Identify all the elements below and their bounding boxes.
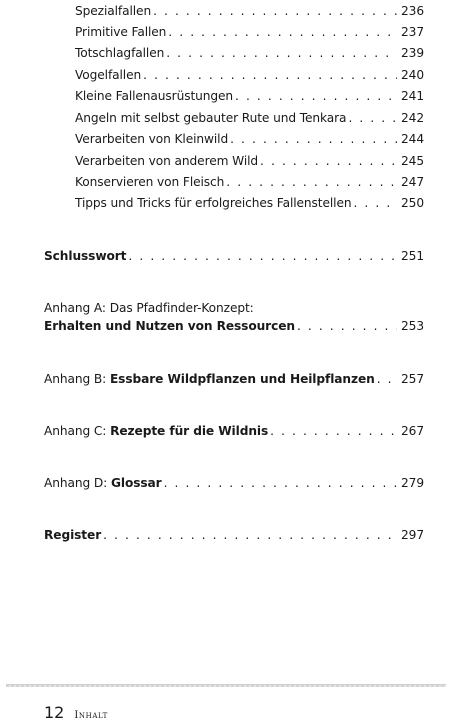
toc-entry-title: Schlusswort (44, 249, 127, 263)
toc-entry (75, 174, 424, 190)
toc-entry-title (44, 475, 162, 491)
toc-entry-page: 245 (401, 154, 424, 168)
leader-dots (297, 318, 397, 334)
toc-entry-title: Erhalten und Nutzen von Ressourcen (44, 319, 295, 333)
toc-entry-page: 236 (401, 4, 424, 18)
toc-entry-page: 267 (401, 424, 424, 438)
toc-entry-title: Primitive Fallen (75, 25, 167, 39)
leader-dots (168, 24, 397, 40)
toc-entry-anhang-d (44, 475, 424, 491)
toc-entry-page: 251 (401, 249, 424, 263)
toc-entry-page: 250 (401, 196, 424, 210)
toc-entry-prefix: Anhang D: (44, 476, 111, 490)
toc-entry-anhang-a (44, 318, 424, 334)
toc-entry-title: Register (44, 528, 102, 542)
leader-dots (166, 45, 397, 61)
leader-dots (226, 174, 397, 190)
toc-anhang-a-prefix: Anhang A: Das Pfadfinder-Konzept: (44, 301, 254, 315)
page-footer (44, 703, 108, 720)
toc-entry (75, 45, 424, 61)
toc-entry-title: Spezialfallen (75, 4, 152, 18)
toc-entry-anhang-b (44, 371, 424, 387)
toc-entry-title (44, 371, 375, 387)
toc-entry-page: 279 (401, 476, 424, 490)
toc-entry-page: 237 (401, 25, 424, 39)
page-number: 12 (44, 703, 65, 720)
toc-entry-register (44, 527, 424, 543)
leader-dots (353, 195, 397, 211)
toc-entry-title: Angeln mit selbst gebauter Rute und Tenkara (75, 111, 347, 125)
toc-entry (75, 195, 424, 211)
toc-entry-page: 244 (401, 132, 424, 146)
leader-dots (377, 371, 397, 387)
toc-entry-title (44, 423, 268, 439)
leader-dots (103, 527, 397, 543)
toc-entry-anhang-c (44, 423, 424, 439)
leader-dots (235, 88, 397, 104)
toc-entry-page: 247 (401, 175, 424, 189)
toc-entry-schlusswort (44, 248, 424, 264)
footer-rule (6, 684, 446, 687)
toc-entry-page: 242 (401, 111, 424, 125)
toc-entry-title: Vogelfallen (75, 68, 142, 82)
toc-entry-title: Kleine Fallenausrüstungen (75, 89, 234, 103)
toc-entry-title: Totschlagfallen (75, 46, 165, 60)
toc-entry-bold-title: Glossar (110, 476, 162, 490)
toc-entry-bold-title: Rezepte für die Wildnis (110, 424, 269, 438)
toc-entry-title: Konservieren von Fleisch (75, 175, 225, 189)
running-head: Inhalt (74, 710, 108, 720)
toc-entry-page: 239 (401, 46, 424, 60)
leader-dots (270, 423, 397, 439)
toc-entry-prefix: Anhang C: (44, 424, 111, 438)
leader-dots (164, 475, 397, 491)
leader-dots (128, 248, 397, 264)
toc-entry-title: Verarbeiten von Kleinwild (75, 132, 229, 146)
toc-entry (75, 88, 424, 104)
toc-entry (75, 110, 424, 126)
leader-dots (230, 131, 397, 147)
toc-entry-bold-title: Essbare Wildpflanzen und Heilpflanzen (109, 372, 375, 386)
toc-entry (75, 3, 424, 19)
toc-entry (75, 153, 424, 169)
toc-entry-page: 253 (401, 319, 424, 333)
toc-entry-prefix: Anhang B: (44, 372, 110, 386)
leader-dots (348, 110, 397, 126)
toc-entry-title: Verarbeiten von anderem Wild (75, 154, 259, 168)
leader-dots (153, 3, 397, 19)
leader-dots (260, 153, 397, 169)
toc-entry (75, 24, 424, 40)
toc-entry-page: 257 (401, 372, 424, 386)
toc-entry-page: 297 (401, 528, 424, 542)
toc-entry-page: 240 (401, 68, 424, 82)
toc-entry-title: Tipps und Tricks für erfolgreiches Fallenstellen (75, 196, 352, 210)
toc-entry (75, 131, 424, 147)
leader-dots (143, 67, 397, 83)
toc-entry (75, 67, 424, 83)
toc-entry-page: 241 (401, 89, 424, 103)
